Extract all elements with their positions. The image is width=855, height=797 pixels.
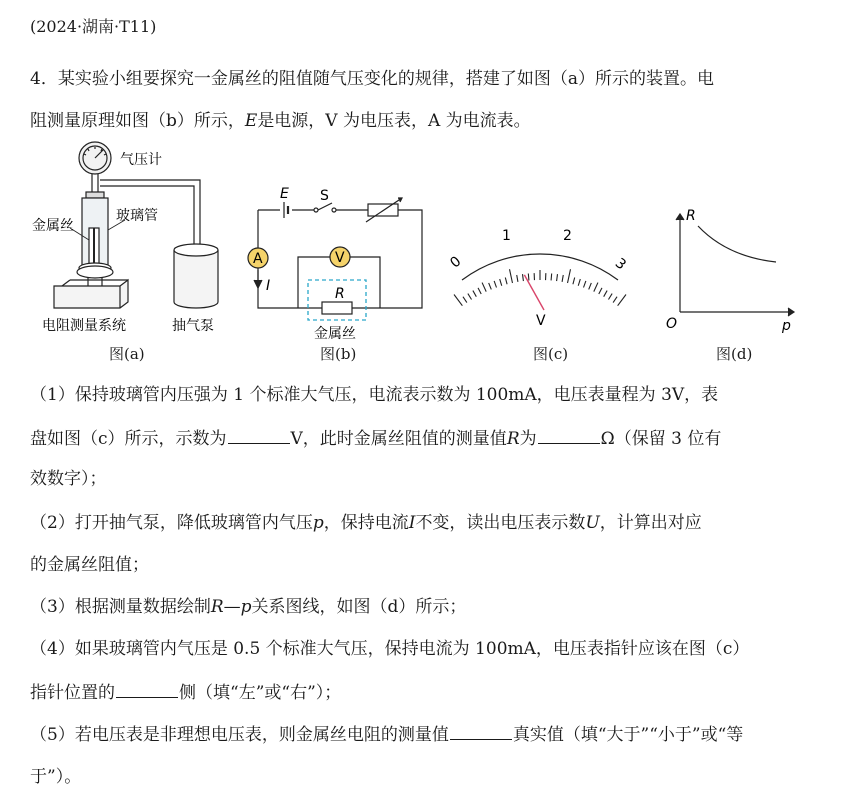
caption-d: 图(d)	[716, 345, 753, 363]
meter-tick	[463, 297, 467, 303]
wire-label-a: 金属丝	[32, 218, 74, 234]
p1-text-b: V，此时金属丝阻值的测量值	[290, 429, 507, 449]
part5-line2: 于”）。	[30, 767, 82, 787]
p1-text-d: Ω（保留 3 位有	[600, 429, 722, 449]
wire-label-b: 金属丝	[314, 326, 356, 340]
p3-symbol-r: R	[210, 597, 224, 617]
meter-tick	[568, 269, 571, 283]
p4-text-b: 侧（填“左”或“右”）；	[179, 683, 342, 703]
meter-tick	[454, 294, 462, 305]
p3-text-a: （3）根据测量数据绘制	[30, 597, 211, 617]
meter-tick	[604, 291, 607, 297]
meter-pointer	[524, 275, 544, 310]
resistor-r	[322, 302, 352, 314]
figure-c	[440, 140, 640, 340]
meter-tick	[613, 297, 617, 303]
caption-c: 图(c)	[533, 345, 569, 363]
tick-label-0: 0	[447, 253, 465, 272]
intro-symbol-e: E	[244, 111, 258, 131]
system-label: 电阻测量系统	[42, 318, 126, 334]
intro-line2-b: 是电源，V 为电压表，A 为电流表。	[257, 111, 531, 131]
tick-label-3: 3	[611, 255, 629, 274]
p3-symbol-p: p	[240, 597, 252, 617]
pointer-label: V	[536, 313, 546, 329]
answer-blank-3[interactable]	[116, 683, 178, 698]
meter-tick	[482, 283, 486, 292]
meter-tick	[589, 283, 592, 289]
tick-label-1: 1	[502, 228, 511, 244]
part2-line1	[30, 508, 702, 533]
caption-b: 图(b)	[320, 345, 357, 363]
p4-text-a: 指针位置的	[30, 683, 115, 703]
p3-dash: —	[223, 597, 241, 617]
meter-tick	[528, 273, 529, 280]
meter-tick	[608, 294, 612, 300]
meter-tick	[494, 281, 496, 288]
intro-line2-a: 阻测量原理如图（b）所示，	[30, 111, 245, 131]
p3-text-b: 关系图线，如图（d）所示；	[251, 597, 467, 617]
figure-b	[240, 140, 430, 340]
meter-tick	[473, 291, 476, 297]
meter-tick	[523, 274, 524, 281]
question-intro	[30, 64, 714, 89]
meter-tick	[551, 273, 552, 280]
p2-symbol-p: p	[312, 513, 324, 533]
caption-a: 图(a)	[109, 345, 145, 363]
y-axis-label: R	[686, 208, 696, 224]
meter-tick	[489, 283, 492, 289]
part1-line2	[30, 424, 721, 449]
question-source: (2024·湖南·T11)	[30, 17, 157, 36]
meter-tick	[562, 275, 563, 282]
gauge-label: 气压计	[120, 152, 162, 168]
part5-line1	[30, 720, 743, 745]
question-number: 4．	[30, 69, 58, 89]
meter-tick	[578, 279, 580, 286]
meter-tick	[594, 283, 598, 292]
meter-tick	[500, 279, 502, 286]
p2-symbol-i: I	[408, 513, 416, 533]
meter-tick	[573, 277, 575, 284]
meter-tick	[468, 294, 472, 300]
figure-d	[660, 140, 800, 340]
part3-line	[30, 592, 466, 617]
p1-symbol-r: R	[506, 429, 520, 449]
answer-blank-4[interactable]	[450, 725, 512, 740]
tube-label: 玻璃管	[116, 208, 158, 224]
label-i: I	[266, 278, 271, 294]
tick-label-2: 2	[563, 228, 572, 244]
p1-text-a: 盘如图（c）所示，示数为	[30, 429, 227, 449]
label-a: A	[253, 251, 263, 267]
meter-tick	[505, 277, 507, 284]
meter-tick	[584, 281, 586, 288]
intro-line1: 某实验小组要探究一金属丝的阻值随气压变化的规律，搭建了如图（a）所示的装置。电	[57, 69, 714, 89]
p2-symbol-u: U	[585, 513, 600, 533]
part1-line3: 效数字）；	[30, 469, 107, 489]
p5-text-a: （5）若电压表是非理想电压表，则金属丝电阻的测量值	[30, 725, 449, 745]
x-axis-label: p	[782, 318, 791, 334]
figure-a	[30, 140, 240, 340]
p2-text-b: ，保持电流	[323, 513, 409, 533]
p1-text-c: 为	[519, 429, 537, 449]
meter-tick	[517, 275, 518, 282]
pump-label: 抽气泵	[172, 318, 214, 334]
answer-blank-2[interactable]	[538, 429, 600, 444]
answer-blank-1[interactable]	[228, 429, 290, 444]
label-v: V	[335, 250, 345, 266]
part4-line2	[30, 678, 341, 703]
label-e: E	[280, 186, 289, 202]
origin-label: O	[666, 316, 678, 332]
p2-text-a: （2）打开抽气泵，降低玻璃管内气压	[30, 513, 313, 533]
part4-line1: （4）如果玻璃管内气压是 0.5 个标准大气压，保持电流为 100mA，电压表指针应该在图（c）	[30, 639, 750, 659]
meter-tick	[557, 274, 558, 281]
p2-text-d: ，计算出对应	[599, 513, 702, 533]
r-p-curve	[698, 226, 776, 262]
meter-tick	[618, 294, 626, 305]
p2-text-c: 不变，读出电压表示数	[415, 513, 586, 533]
part1-line1: （1）保持玻璃管内压强为 1 个标准大气压，电流表示数为 100mA，电压表量程为 3V，表	[30, 385, 719, 405]
meter-tick	[478, 288, 481, 294]
part2-line2: 的金属丝阻值；	[30, 555, 149, 575]
vacuum-pump	[174, 250, 218, 308]
meter-tick	[510, 269, 513, 283]
label-r: R	[335, 286, 345, 302]
p5-text-b: 真实值（填“大于”“小于”或“等	[512, 725, 744, 745]
label-s: S	[320, 188, 329, 204]
meter-tick	[599, 288, 602, 294]
question-intro-2	[30, 106, 531, 131]
